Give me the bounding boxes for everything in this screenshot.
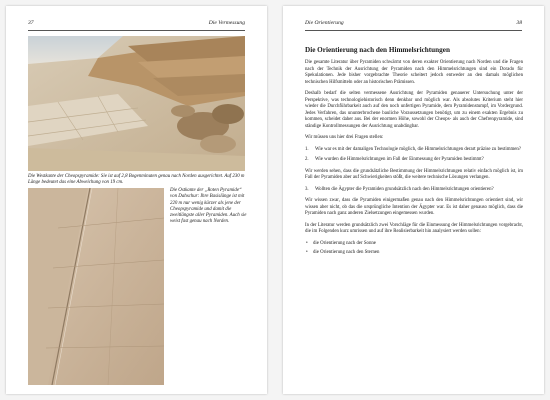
section-heading: Die Orientierung nach den Himmelsrichtungen bbox=[305, 46, 450, 54]
question-number: 1. bbox=[305, 146, 309, 152]
question-text: Wie wurden die Himmelsrichtungen im Fall der Einmessung der Pyramiden bestimmt? bbox=[315, 157, 484, 162]
page-number-right: 38 bbox=[516, 20, 522, 26]
photo-red-pyramid-east-edge bbox=[28, 188, 164, 385]
running-title-right: Die Orientierung bbox=[305, 20, 344, 26]
right-page-body bbox=[305, 46, 523, 260]
photo-pyramid-west-edge bbox=[28, 36, 245, 171]
paragraph-1: Die gesamte Literatur über Pyramiden schwärmt von deren exakter Orientierung nach Norden und die Fragen nach der Technik der Ausrichtung der Pyramiden nach den Himmelsrichtungen sind ein Dorado für Spekulationen. Jede bisher vorgebrachte Theorie scheitert jedoch entweder an den damals möglichen technischen Hilfsmitteln oder an historischen Prämissen. bbox=[305, 60, 523, 85]
question-text: Wie war es mit der damaligen Technologie möglich, die Himmelsrichtungen derart präzise zu bestimmen? bbox=[315, 146, 521, 152]
paragraph-3: Wir müssen uns hier drei Fragen stellen: bbox=[305, 135, 384, 140]
bullet-item-1: • die Orientierung nach der Sonne bbox=[305, 241, 523, 248]
question-list-2 bbox=[305, 187, 523, 194]
bullet-item-2: • die Orientierung nach den Sternen bbox=[305, 250, 523, 257]
paragraph-6: In der Literatur werden grundsätzlich zwei Vorschläge für die Einmessung der Himmelsrichtungen vorgebracht, die im Folgenden kurz umrissen und auf ihre Realisierbarkeit hin analysiert werden sollen: bbox=[305, 222, 523, 234]
caption-photo2: Die Ostkante der „Roten Pyramide“ von Dahschur: Ihre Basislänge ist mit 220 m nur wenig kürzer als jene der Cheopspyramide und damit die zweitlängste aller Pyramiden. Auch sie weist fast genau nach Norden. bbox=[170, 188, 247, 225]
running-title-left: Die Vermessung bbox=[208, 20, 245, 26]
left-page bbox=[6, 6, 267, 394]
paragraph-4: Wir werden sehen, dass die grundsätzliche Bestimmung der Himmelsrichtungen relativ einfach möglich ist, im Fall der Pyramiden aber auf Schwierigkeiten stößt, die weitere technische Lösungen verlangen. bbox=[305, 168, 523, 180]
question-item-2 bbox=[305, 157, 523, 164]
running-head-left bbox=[28, 20, 245, 31]
running-head-right bbox=[305, 20, 522, 31]
paragraph-5: Wir wissen zwar, dass die Pyramiden einigermaßen genau nach den Himmelsrichtungen orientiert sind, wir wissen aber nicht, ob das die ursprüngliche Intention der Ägypter war. Es ist daher genauso möglich, dass die Pyramiden nach ganz anderen Zielsetzungen eingemessen wurden. bbox=[305, 198, 523, 216]
right-page bbox=[283, 6, 544, 394]
bullet-list bbox=[305, 241, 523, 257]
caption-photo1: Die Westkante der Cheopspyramide: Sie ist auf 2,8 Bogenminuten genau nach Norden ausgerichtet. Auf 230 m Länge bedeutet das eine Abweichung von 19 cm. bbox=[28, 174, 245, 186]
question-item-1 bbox=[305, 147, 523, 154]
page-number-left: 37 bbox=[28, 20, 34, 26]
question-item-3 bbox=[305, 187, 523, 194]
question-list bbox=[305, 147, 523, 164]
question-text: Wollten die Ägypter die Pyramiden grundsätzlich nach den Himmelsrichtungen orientieren? bbox=[315, 186, 494, 192]
photo-pyramid-west-edge-image bbox=[28, 36, 245, 171]
question-number: 3. bbox=[305, 186, 309, 192]
photo-red-pyramid-east-edge-image bbox=[28, 188, 164, 385]
question-number: 2. bbox=[305, 157, 309, 162]
paragraph-2: Deshalb bedarf die selten vermessene Ausrichtung der Pyramiden genauerer Untersuchung unter der Perspektive, was technologiehistorisch denn denkbar und möglich war. Als absolutes Kriterium steht hier wieder die Durchführbarkeit auch auf den noch unfertigen Pyramide, dem Pyramidenstumpf, im Vordergrund. Jedes Verfahren, das ununterbrochene bauliche Voraussetzungen benötigt, um zu einem exakten Ergebnis zu kommen, scheidet daher aus. Bei der enormen Höhe, sowohl der Cheops- als auch der Chefrenpyramide, sind ständige Kontrollmessungen der Ausrichtung unabdingbar. bbox=[305, 91, 523, 129]
